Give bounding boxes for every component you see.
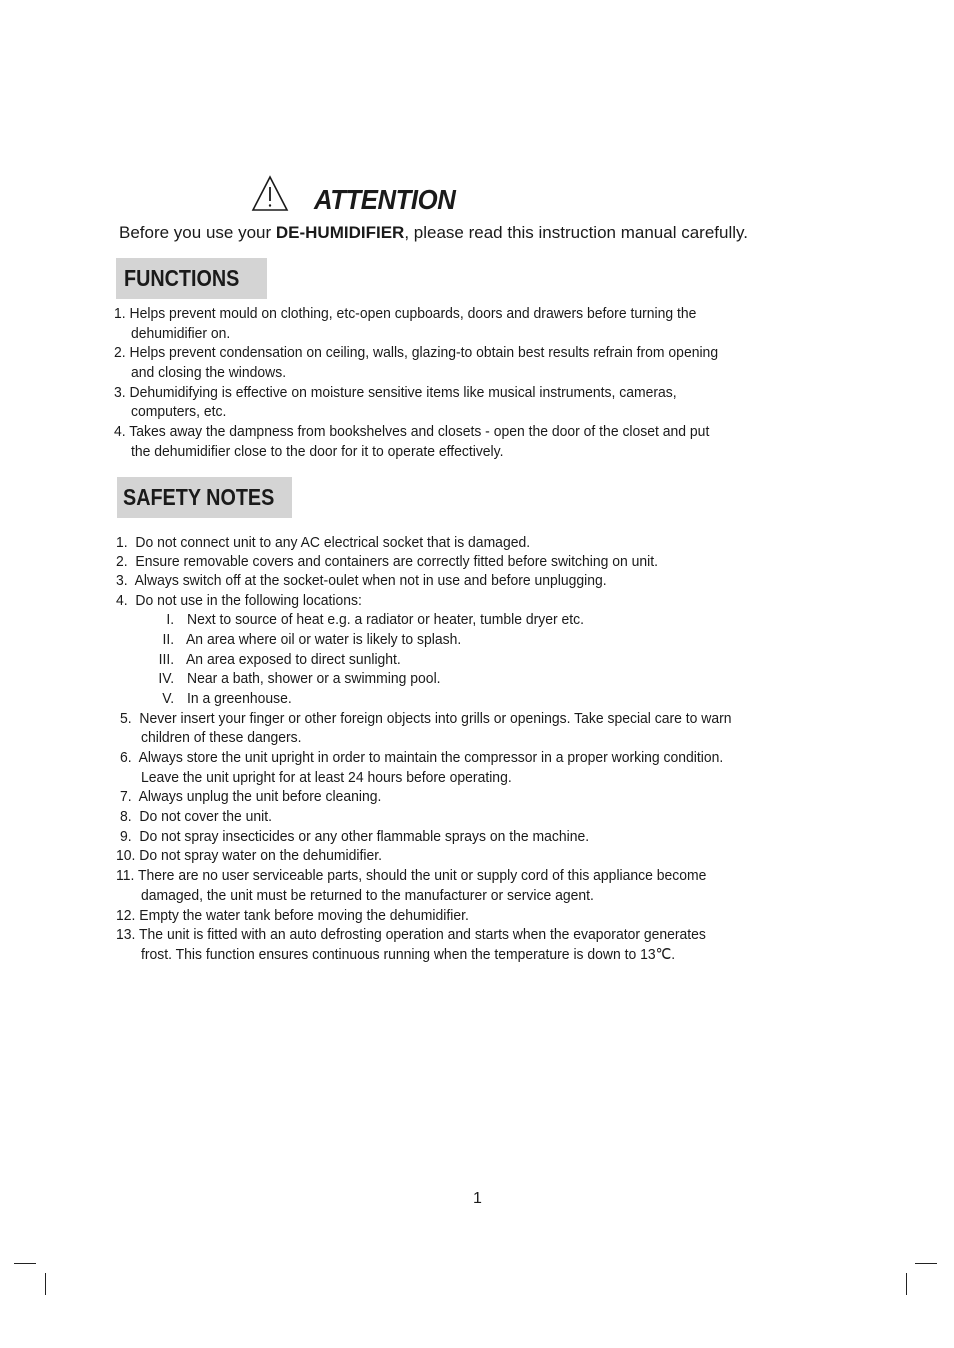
list-item	[116, 925, 706, 945]
item-text: Do not spray insecticides or any other flammable sprays on the machine.	[139, 828, 590, 845]
item-number: 5.	[120, 710, 132, 727]
list-item	[116, 591, 362, 611]
list-item-continuation: children of these dangers.	[141, 729, 302, 746]
warning-triangle-icon	[250, 174, 290, 214]
list-item	[116, 533, 530, 553]
list-item	[120, 748, 723, 768]
location-text: An area where oil or water is likely to splash.	[186, 631, 462, 648]
functions-heading	[116, 258, 267, 299]
list-item	[116, 906, 469, 926]
item-number: 2.	[114, 344, 126, 361]
item-number: 9.	[120, 828, 132, 845]
safety-notes-heading-label: SAFETY NOTES	[123, 484, 275, 510]
crop-mark	[45, 1273, 46, 1295]
list-item	[116, 552, 658, 572]
intro-before: Before you use your	[119, 223, 276, 242]
list-item	[114, 422, 709, 442]
item-number: 1.	[114, 305, 126, 322]
item-text: Do not cover the unit.	[139, 808, 273, 825]
intro-after: , please read this instruction manual carefully.	[404, 223, 748, 242]
list-item-continuation: Leave the unit upright for at least 24 hours before operating.	[141, 769, 512, 786]
list-item	[116, 846, 382, 866]
item-text: Never insert your finger or other foreign objects into grills or openings. Take special care to warn	[139, 710, 732, 727]
item-text: The unit is fitted with an auto defrosting operation and starts when the evaporator generates	[139, 926, 706, 943]
list-item-continuation: the dehumidifier close to the door for it to operate effectively.	[131, 443, 504, 460]
item-text: Ensure removable covers and containers are correctly fitted before switching on unit.	[135, 553, 659, 570]
item-text: Do not spray water on the dehumidifier.	[139, 847, 382, 864]
list-item-continuation: dehumidifier on.	[131, 325, 231, 342]
location-numeral: III.	[158, 651, 175, 668]
item-number: 11.	[116, 867, 135, 884]
item-number: 10.	[116, 847, 136, 864]
crop-mark	[906, 1273, 907, 1295]
list-item-continuation: and closing the windows.	[131, 364, 287, 381]
attention-title: ATTENTION	[314, 184, 456, 215]
safety-notes-heading	[117, 477, 292, 518]
item-number: 7.	[120, 788, 132, 805]
list-item	[116, 571, 607, 591]
list-item	[116, 866, 706, 886]
location-text: Next to source of heat e.g. a radiator or heater, tumble dryer etc.	[187, 611, 585, 628]
intro-text	[119, 222, 748, 244]
item-number: 8.	[120, 808, 132, 825]
list-item-continuation: frost. This function ensures continuous running when the temperature is down to 13℃.	[141, 946, 676, 963]
list-item	[114, 383, 677, 403]
intro-product: DE-HUMIDIFIER	[275, 223, 405, 242]
item-number: 4.	[116, 592, 128, 609]
page-number: 1	[473, 1190, 482, 1207]
location-text: Near a bath, shower or a swimming pool.	[187, 670, 441, 687]
item-text: Always switch off at the socket-oulet when not in use and before unplugging.	[134, 572, 607, 589]
crop-mark	[915, 1263, 937, 1264]
list-item	[120, 787, 381, 807]
list-item	[120, 709, 732, 729]
item-number: 3.	[114, 384, 126, 401]
item-text: Helps prevent mould on clothing, etc-open cupboards, doors and drawers before turning the	[129, 305, 697, 322]
list-item	[114, 304, 696, 324]
functions-heading-label: FUNCTIONS	[124, 265, 240, 291]
list-item-continuation: damaged, the unit must be returned to the manufacturer or service agent.	[141, 887, 594, 904]
item-text: Always unplug the unit before cleaning.	[138, 788, 382, 805]
item-number: 1.	[116, 534, 128, 551]
item-number: 4.	[114, 423, 126, 440]
location-numeral: I.	[166, 611, 175, 628]
item-text: Dehumidifying is effective on moisture sensitive items like musical instruments, cameras,	[129, 384, 677, 401]
item-number: 6.	[120, 749, 132, 766]
item-text: Do not connect unit to any AC electrical socket that is damaged.	[135, 534, 531, 551]
location-text: In a greenhouse.	[187, 690, 292, 707]
item-number: 2.	[116, 553, 128, 570]
item-number: 3.	[116, 572, 128, 589]
location-numeral: II.	[162, 631, 175, 648]
item-text: Do not use in the following locations:	[135, 592, 362, 609]
list-item	[120, 827, 589, 847]
item-text: Empty the water tank before moving the dehumidifier.	[139, 907, 469, 924]
list-item-continuation: computers, etc.	[131, 403, 227, 420]
location-numeral: V.	[162, 690, 175, 707]
item-text: Always store the unit upright in order to maintain the compressor in a proper working condition.	[138, 749, 724, 766]
list-item	[120, 807, 272, 827]
location-text: An area exposed to direct sunlight.	[186, 651, 401, 668]
item-text: Helps prevent condensation on ceiling, walls, glazing-to obtain best results refrain from opening	[129, 344, 719, 361]
item-text: Takes away the dampness from bookshelves and closets - open the door of the closet and put	[129, 423, 710, 440]
list-item	[114, 343, 718, 363]
location-numeral: IV.	[158, 670, 175, 687]
item-number: 12.	[116, 907, 136, 924]
item-number: 13.	[116, 926, 136, 943]
crop-mark	[14, 1263, 36, 1264]
item-text: There are no user serviceable parts, should the unit or supply cord of this appliance become	[138, 867, 707, 884]
